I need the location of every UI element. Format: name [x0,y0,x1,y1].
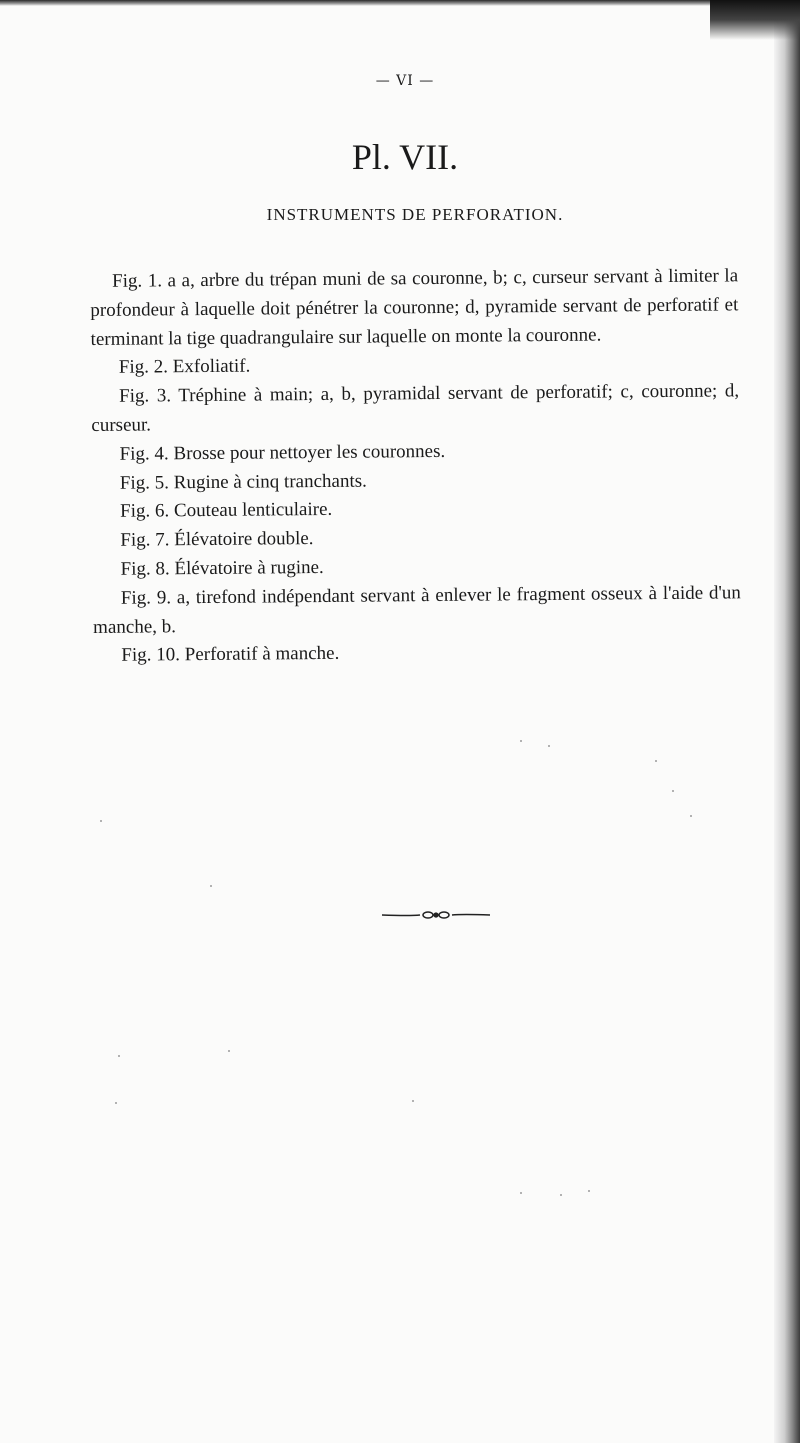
figure-legend-4: Fig. 4. Brosse pour nettoyer les couronnes. [119,440,446,465]
figure-legend-5: Fig. 5. Rugine à cinq tranchants. [119,470,367,494]
page-number: — VI — [375,73,435,89]
scan-speck [690,815,692,817]
figure-legend-6: Fig. 6. Couteau lenticulaire. [120,499,333,523]
scan-speck [228,1050,230,1052]
ornamental-rule-icon [380,907,492,923]
scan-speck [520,1192,522,1194]
section-title: INSTRUMENTS DE PERFORATION. [266,205,564,224]
scan-speck [115,1102,117,1104]
scan-speck [118,1055,120,1057]
figure-legend-8: Fig. 8. Élévatoire à rugine. [120,556,324,580]
scan-speck [412,1100,414,1102]
plate-title: Pl. VII. [351,137,459,177]
scan-speck [655,760,657,762]
scan-edge-top [0,0,800,6]
scan-speck [548,745,550,747]
scan-speck [520,740,522,742]
scan-speck [588,1190,590,1192]
scan-speck [100,820,102,822]
scan-corner-shadow [710,0,800,40]
scan-speck [210,885,212,887]
scan-speck [560,1194,562,1196]
figure-legend-10: Fig. 10. Perforatif à manche. [121,643,340,667]
figure-legend-7: Fig. 7. Élévatoire double. [120,528,314,551]
scan-speck [672,790,674,792]
figure-legend-2: Fig. 2. Exfoliatif. [118,355,251,379]
figure-legend-9: Fig. 9. a, tirefond indépendant servant à enlever le fragment osseux à l'aide d'un manche, b. [93,582,741,638]
figure-legend-1: Fig. 1. a a, arbre du trépan muni de sa couronne, b; c, curseur servant à limiter la profondeur à laquelle doit pénétrer la couronne; d, pyramide servant de perforatif et terminant la tige quadrangulaire sur laquelle on monte la couronne. [90,265,739,350]
figure-legend-3: Fig. 3. Tréphine à main; a, b, pyramidal servant de perforatif; c, couronne; d, curseur. [91,380,740,436]
figure-legend-list [90,262,741,671]
